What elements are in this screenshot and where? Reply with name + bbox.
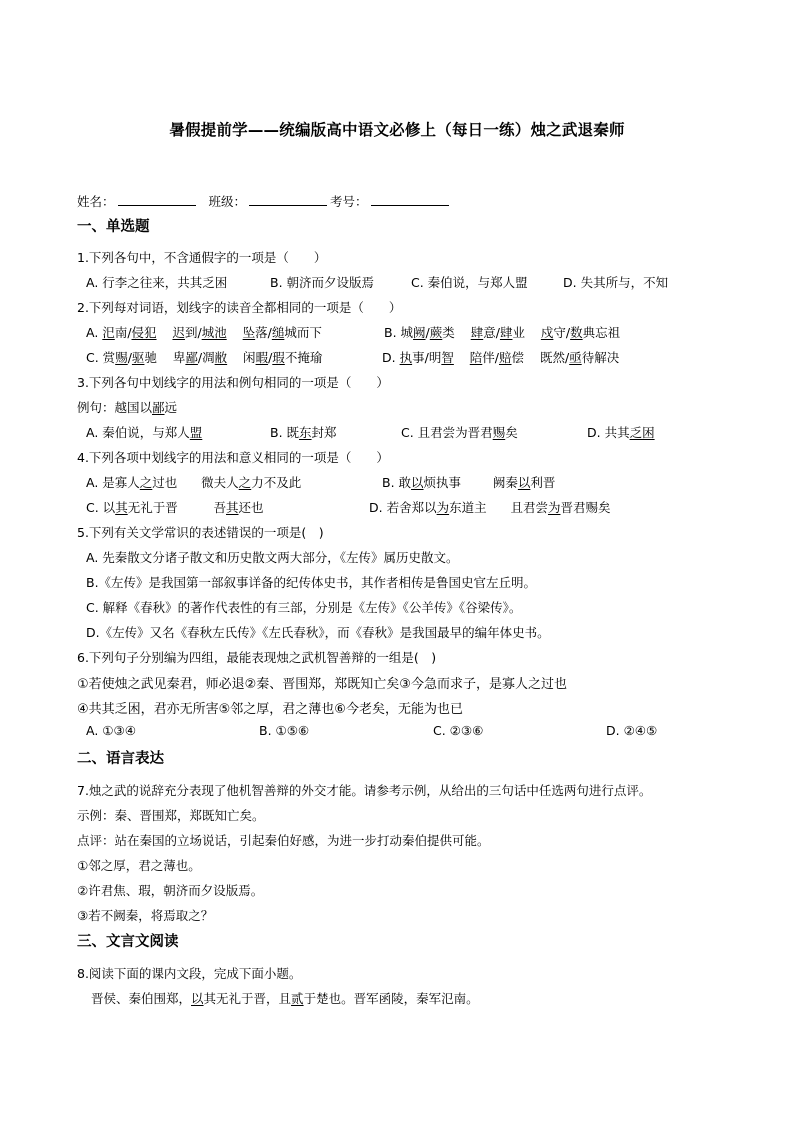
class-label: 班级： bbox=[208, 194, 247, 209]
section-heading-1: 一、单选题 bbox=[77, 219, 150, 235]
q7-sentence-2: ②许君焦、瑕，朝济而夕设版焉。 bbox=[77, 883, 264, 898]
section-heading-2: 二、语言表达 bbox=[77, 751, 164, 767]
q5-option-a[interactable]: A. 先秦散文分诸子散文和历史散文两大部分，《左传》属历史散文。 bbox=[86, 550, 459, 565]
q8-passage: 晋侯、秦伯围郑，以其无礼于晋，且贰于楚也。晋军函陵，秦军氾南。 bbox=[91, 991, 479, 1006]
q3-option-b[interactable]: B. 既东封郑 bbox=[270, 425, 337, 440]
section-heading-3: 三、文言文阅读 bbox=[77, 934, 179, 950]
q3-option-c[interactable]: C. 且君尝为晋君赐矣 bbox=[401, 425, 518, 440]
q2-option-b[interactable]: B. 城阙/蕨类 肆意/肆业 戍守/数典忘祖 bbox=[384, 325, 621, 340]
q3-example: 例句：越国以鄙远 bbox=[77, 400, 178, 415]
question-1-stem: 1.下列各句中，不含通假字的一项是（ ） bbox=[77, 250, 327, 265]
q2-option-d[interactable]: D. 执事/明智 陪伴/赔偿 既然/亟待解决 bbox=[382, 350, 620, 365]
q6-sentences-line-1: ①若使烛之武见秦君，师必退②秦、晋围郑，郑既知亡矣③今急而求子，是寡人之过也 bbox=[77, 677, 567, 692]
question-6-stem: 6.下列句子分别编为四组，最能表现烛之武机智善辩的一组是( ) bbox=[77, 650, 437, 665]
q5-option-b[interactable]: B.《左传》是我国第一部叙事详备的纪传体史书，其作者相传是鲁国史官左丘明。 bbox=[86, 575, 537, 590]
q1-option-a[interactable]: A. 行李之往来，共其乏困 bbox=[86, 275, 228, 290]
page-title: 暑假提前学——统编版高中语文必修上（每日一练）烛之武退秦师 bbox=[169, 121, 625, 139]
q7-comment: 点评：站在秦国的立场说话，引起秦伯好感，为进一步打动秦伯提供可能。 bbox=[77, 833, 490, 848]
q5-option-d[interactable]: D.《左传》又名《春秋左氏传》《左氏春秋》，而《春秋》是我国最早的编年体史书。 bbox=[86, 625, 550, 640]
q7-example: 示例：秦、晋围郑，郑既知亡矣。 bbox=[77, 808, 265, 823]
question-4-stem: 4.下列各项中划线字的用法和意义相同的一项是（ ） bbox=[77, 450, 389, 465]
q5-option-c[interactable]: C. 解释《春秋》的著作代表性的有三部，分别是《左传》《公羊传》《谷梁传》。 bbox=[86, 600, 522, 615]
q6-option-d[interactable]: D. ②④⑤ bbox=[606, 723, 658, 738]
q4-option-d[interactable]: D. 若舍郑以为东道主 且君尝为晋君赐矣 bbox=[369, 500, 611, 515]
q4-option-a[interactable]: A. 是寡人之过也 微夫人之力不及此 bbox=[86, 475, 302, 490]
q6-option-a[interactable]: A. ①③④ bbox=[86, 723, 136, 738]
q1-option-d[interactable]: D. 失其所与，不知 bbox=[563, 275, 669, 290]
exam-number-field[interactable] bbox=[371, 193, 449, 206]
question-2-stem: 2.下列每对词语，划线字的读音全都相同的一项是（ ） bbox=[77, 300, 402, 315]
q1-option-b[interactable]: B. 朝济而夕设版焉 bbox=[270, 275, 375, 290]
exam-label: 考号： bbox=[330, 194, 368, 209]
q4-option-b[interactable]: B. 敢以烦执事 阙秦以利晋 bbox=[382, 475, 556, 490]
q3-option-d[interactable]: D. 共其乏困 bbox=[587, 425, 655, 440]
q6-option-b[interactable]: B. ①⑤⑥ bbox=[259, 723, 310, 738]
name-label: 姓名： bbox=[77, 194, 115, 209]
q4-option-c[interactable]: C. 以其无礼于晋 吾其还也 bbox=[86, 500, 264, 515]
question-7-stem: 7.烛之武的说辞充分表现了他机智善辩的外交才能。请参考示例，从给出的三句话中任选两句进行点评。 bbox=[77, 783, 652, 798]
student-info-row bbox=[77, 192, 452, 210]
name-field[interactable] bbox=[118, 193, 196, 206]
q6-option-c[interactable]: C. ②③⑥ bbox=[433, 723, 484, 738]
q7-sentence-3: ③若不阙秦，将焉取之？ bbox=[77, 908, 214, 923]
q7-sentence-1: ①邻之厚，君之薄也。 bbox=[77, 858, 201, 873]
q2-option-c[interactable]: C. 赏赐/驱驰 卑鄙/凋敝 闲暇/瑕不掩瑜 bbox=[86, 350, 323, 365]
question-5-stem: 5.下列有关文学常识的表述错误的一项是( ) bbox=[77, 525, 324, 540]
q2-option-a[interactable]: A. 汜南/侵犯 迟到/城池 坠落/缒城而下 bbox=[86, 325, 322, 340]
q6-sentences-line-2: ④共其乏困，君亦无所害⑤邻之厚，君之薄也⑥今老矣，无能为也已 bbox=[77, 702, 463, 717]
q3-option-a[interactable]: A. 秦伯说，与郑人盟 bbox=[86, 425, 203, 440]
question-8-stem: 8.阅读下面的课内文段，完成下面小题。 bbox=[77, 966, 302, 981]
class-field[interactable] bbox=[249, 193, 327, 206]
question-3-stem: 3.下列各句中划线字的用法和例句相同的一项是（ ） bbox=[77, 375, 389, 390]
q1-option-c[interactable]: C. 秦伯说，与郑人盟 bbox=[411, 275, 528, 290]
